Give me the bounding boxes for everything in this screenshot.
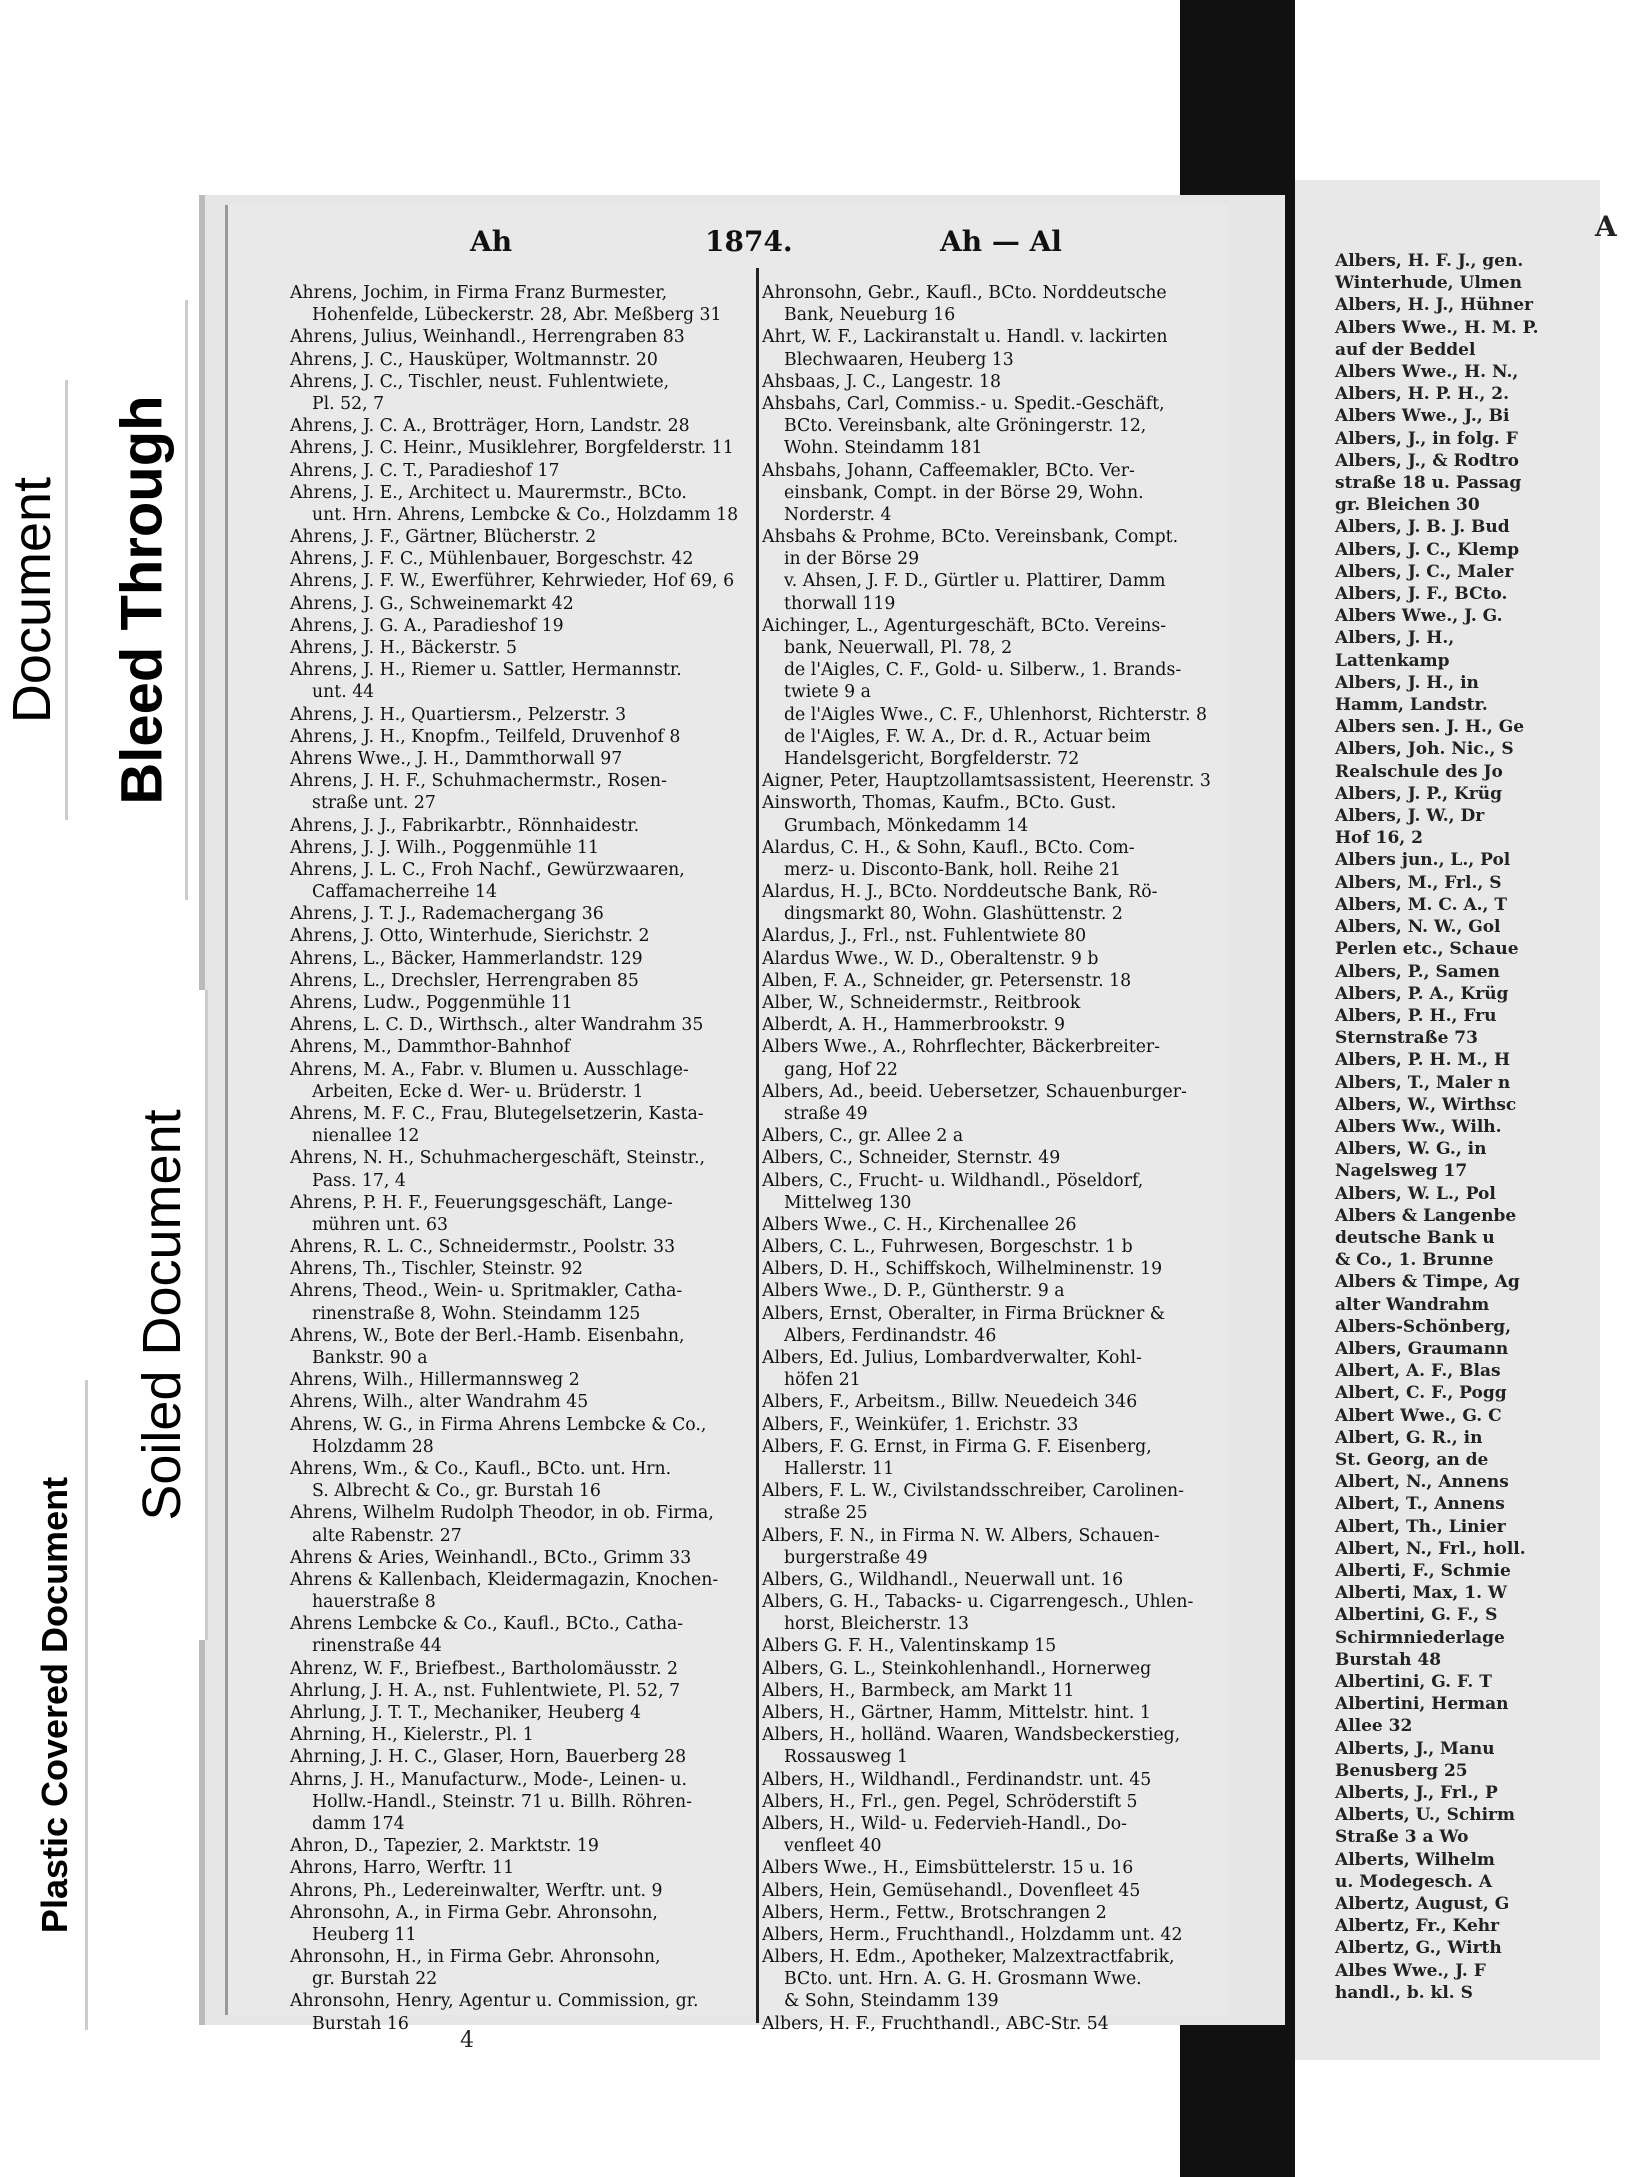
right-entry: Albers, F. G. Ernst, in Firma G. F. Eisenberg, <box>762 1436 1152 1457</box>
left-entry: Ahrens, W., Bote der Berl.-Hamb. Eisenbahn, <box>290 1325 685 1346</box>
left-entry: Ahronsohn, A., in Firma Gebr. Ahronsohn, <box>290 1902 658 1923</box>
left-entry: Ahrens, L., Drechsler, Herrengraben 85 <box>290 970 639 991</box>
right-entry: Albers, H., holländ. Waaren, Wandsbeckerstieg, <box>762 1725 1181 1746</box>
left-entry: Ahrens, N. H., Schuhmachergeschäft, Steinstr., <box>290 1148 705 1169</box>
right-entry: Bank, Neueburg 16 <box>784 305 956 326</box>
left-entry: Heuberg 11 <box>312 1924 417 1945</box>
right-entry: Norderstr. 4 <box>784 504 892 525</box>
right-entry: in der Börse 29 <box>784 549 920 570</box>
adjacent-entry: Albers, J. W., Dr <box>1335 806 1485 827</box>
adjacent-page-header: A <box>1595 210 1617 243</box>
right-entry: Albers, H., Barmbeck, am Markt 11 <box>762 1680 1075 1701</box>
left-entry: Ahrens Wwe., J. H., Dammthorwall 97 <box>290 748 623 769</box>
right-entry: Albers, F., Arbeitsm., Billw. Neuedeich 346 <box>762 1392 1138 1413</box>
left-entry: Ahrning, J. H. C., Glaser, Horn, Bauerberg 28 <box>290 1747 687 1768</box>
right-entry: Hallerstr. 11 <box>784 1458 895 1479</box>
right-entry: twiete 9 a <box>784 682 871 703</box>
right-entry: merz- u. Disconto-Bank, holl. Reihe 21 <box>784 859 1121 880</box>
adjacent-entry: Albers, W. L., Pol <box>1335 1183 1496 1204</box>
adjacent-entry: Albertini, G. F., S <box>1335 1605 1498 1626</box>
left-entry: Ahrens, Wilh., alter Wandrahm 45 <box>290 1392 589 1413</box>
left-entry: nienallee 12 <box>312 1126 420 1147</box>
left-entry: Ahrens, J. L. C., Froh Nachf., Gewürzwaaren, <box>290 859 685 880</box>
left-entry: Ahrens, Wm., & Co., Kaufl., BCto. unt. Hrn. <box>290 1458 672 1479</box>
adjacent-entry: Albert, G. R., in <box>1335 1427 1483 1448</box>
left-entry: Pl. 52, 7 <box>312 393 385 414</box>
right-entry: thorwall 119 <box>784 593 896 614</box>
right-column <box>762 282 1282 2035</box>
adjacent-entry: Albers-Schönberg, <box>1335 1316 1512 1337</box>
adjacent-entry: Benusberg 25 <box>1335 1760 1468 1781</box>
left-entry: Ahrens, J. F. W., Ewerführer, Kehrwieder, Hof 69, 6 <box>290 571 735 592</box>
right-entry: & Sohn, Steindamm 139 <box>784 1991 999 2012</box>
left-entry: Ahrens, J. J., Fabrikarbtr., Rönnhaidestr. <box>290 815 640 836</box>
left-entry: Ahrens, J. E., Architect u. Maurermstr., BCto. <box>290 482 687 503</box>
adjacent-entry: Albertz, Fr., Kehr <box>1335 1916 1500 1937</box>
left-entry: Ahrens, J. J. Wilh., Poggenmühle 11 <box>290 837 600 858</box>
left-entry: Ahronsohn, Henry, Agentur u. Commission, gr. <box>290 1991 699 2012</box>
adjacent-entry: Albertini, G. F. T <box>1335 1672 1492 1692</box>
right-entry: Albers, Ernst, Oberalter, in Firma Brückner & <box>762 1303 1166 1324</box>
left-entry: rinenstraße 44 <box>312 1636 442 1657</box>
left-entry: Ahrens & Aries, Weinhandl., BCto., Grimm 33 <box>290 1547 692 1568</box>
right-entry: Albers G. F. H., Valentinskamp 15 <box>762 1636 1057 1657</box>
adjacent-entry: Albers, J. B. J. Bud <box>1335 517 1510 538</box>
left-entry: Holzdamm 28 <box>312 1436 434 1457</box>
adjacent-entry: Albers Wwe., J., Bi <box>1335 406 1510 427</box>
adjacent-page-text <box>1335 250 1635 2004</box>
adjacent-entry: Albers, P. H., Fru <box>1335 1005 1497 1026</box>
left-entry: Ahrons, Ph., Ledereinwalter, Werftr. unt. 9 <box>290 1880 663 1901</box>
left-entry: Ahrens, L., Bäcker, Hammerlandstr. 129 <box>290 948 643 969</box>
adjacent-entry: straße 18 u. Passag <box>1335 473 1522 494</box>
bleed-through-label: Bleed Through <box>109 395 175 805</box>
adjacent-entry: Albertini, Herman <box>1335 1694 1509 1715</box>
right-entry: v. Ahsen, J. F. D., Gürtler u. Plattirer, Damm <box>784 571 1166 592</box>
right-entry: straße 49 <box>784 1103 868 1124</box>
right-entry: de l'Aigles Wwe., C. F., Uhlenhorst, Richterstr. 8 <box>784 704 1207 725</box>
right-entry: Handelsgericht, Borgfelderstr. 72 <box>784 748 1080 769</box>
right-entry: Albers Wwe., C. H., Kirchenallee 26 <box>762 1214 1077 1235</box>
adjacent-entry: Alberts, Wilhelm <box>1335 1849 1495 1870</box>
right-entry: Ahronsohn, Gebr., Kaufl., BCto. Norddeutsche <box>762 283 1167 303</box>
right-entry: Albers, Ferdinandstr. 46 <box>784 1325 997 1346</box>
plastic-covered-label: Plastic Covered Document <box>34 1476 75 1934</box>
right-entry: Albers, F. N., in Firma N. W. Albers, Schauen- <box>762 1525 1160 1546</box>
left-entry: damm 174 <box>312 1813 405 1834</box>
left-entry: Ahrens, J. F., Gärtner, Blücherstr. 2 <box>290 527 597 548</box>
adjacent-entry: Schirmniederlage <box>1335 1627 1505 1648</box>
left-entry: S. Albrecht & Co., gr. Burstah 16 <box>312 1481 601 1502</box>
left-entry: hauerstraße 8 <box>312 1592 436 1613</box>
left-entry: Ahrlung, J. H. A., nst. Fuhlentwiete, Pl. 52, 7 <box>290 1680 681 1701</box>
right-entry: Albers, H. Edm., Apotheker, Malzextractfabrik, <box>762 1947 1175 1968</box>
right-entry: Albers, C., Frucht- u. Wildhandl., Pöseldorf, <box>762 1170 1144 1191</box>
left-entry: Ahrens, Wilh., Hillermannsweg 2 <box>290 1370 580 1391</box>
adjacent-entry: Winterhude, Ulmen <box>1335 273 1522 294</box>
left-entry: Ahrens, Ludw., Poggenmühle 11 <box>290 993 573 1013</box>
left-entry: Hohenfelde, Lübeckerstr. 28, Abr. Meßberg 31 <box>312 305 722 326</box>
left-entry: Ahrens, J. C. A., Brotträger, Horn, Landstr. 28 <box>290 416 690 437</box>
header-left: Ah <box>470 225 513 258</box>
right-entry: Grumbach, Mönkedamm 14 <box>784 815 1029 836</box>
left-entry: Ahrenz, W. F., Briefbest., Bartholomäusstr. 2 <box>290 1658 679 1679</box>
adjacent-entry: Alberts, J., Frl., P <box>1335 1783 1498 1804</box>
adjacent-entry: Albers, J. F., BCto. <box>1335 584 1508 605</box>
left-entry: Ahrens, W. G., in Firma Ahrens Lembcke & Co., <box>290 1414 707 1435</box>
adjacent-entry: Albers Wwe., J. G. <box>1335 606 1503 627</box>
right-entry: venfleet 40 <box>784 1836 882 1857</box>
left-entry: Ahrons, Harro, Werftr. 11 <box>290 1858 515 1879</box>
adjacent-entry: deutsche Bank u <box>1335 1227 1495 1248</box>
adjacent-entry: Albert, N., Annens <box>1335 1472 1509 1493</box>
right-entry: Albers, Herm., Fruchthandl., Holzdamm unt. 42 <box>762 1924 1183 1945</box>
right-entry: Mittelweg 130 <box>784 1192 912 1213</box>
right-entry: Alben, F. A., Schneider, gr. Petersenstr. 18 <box>762 970 1132 991</box>
right-entry: horst, Bleicherstr. 13 <box>784 1614 970 1635</box>
adjacent-entry: Albers, P. H. M., H <box>1335 1050 1511 1071</box>
left-entry: Ahrens, Jochim, in Firma Franz Burmester, <box>290 283 668 303</box>
right-entry: Rossausweg 1 <box>784 1747 909 1768</box>
adjacent-entry: Alberti, F., Schmie <box>1335 1560 1511 1581</box>
left-entry: Ahrens, J. H., Quartiersm., Pelzerstr. 3 <box>290 704 627 725</box>
right-entry: BCto. Vereinsbank, alte Gröningerstr. 12, <box>784 416 1147 437</box>
left-entry: Ahrens, J. G., Schweinemarkt 42 <box>290 593 574 614</box>
adjacent-entry: Albers, J. C., Klemp <box>1335 539 1520 560</box>
left-entry: Ahrens, Julius, Weinhandl., Herrengraben 83 <box>290 327 685 348</box>
right-entry: Aigner, Peter, Hauptzollamtsassistent, Heerenstr. 3 <box>762 771 1211 792</box>
adjacent-entry: Perlen etc., Schaue <box>1335 939 1519 960</box>
right-entry: straße 25 <box>784 1503 868 1524</box>
adjacent-entry: Albert, C. F., Pogg <box>1335 1383 1507 1404</box>
adjacent-entry: Albertz, G., Wirth <box>1335 1938 1502 1959</box>
adjacent-entry: & Co., 1. Brunne <box>1335 1250 1494 1271</box>
adjacent-entry: Albert, N., Frl., holl. <box>1335 1538 1526 1559</box>
right-entry: Albers, C. L., Fuhrwesen, Borgeschstr. 1 b <box>762 1237 1133 1258</box>
right-entry: Albers, C., gr. Allee 2 a <box>762 1126 964 1147</box>
adjacent-entry: handl., b. kl. S <box>1335 1982 1473 2003</box>
column-divider <box>756 268 759 2023</box>
left-entry: Bankstr. 90 a <box>312 1348 428 1368</box>
adjacent-entry: Burstah 48 <box>1335 1649 1442 1670</box>
right-entry: Alber, W., Schneidermstr., Reitbrook <box>762 993 1081 1013</box>
right-entry: Albers, G. H., Tabacks- u. Cigarrengesch., Uhlen- <box>762 1592 1194 1613</box>
right-entry: Albers, D. H., Schiffskoch, Wilhelminenstr. 19 <box>762 1259 1163 1280</box>
adjacent-entry: Nagelsweg 17 <box>1335 1161 1468 1182</box>
page-number: 4 <box>460 2028 474 2053</box>
left-entry: Ahrens, M. F. C., Frau, Blutegelsetzerin, Kasta- <box>290 1103 704 1124</box>
adjacent-entry: alter Wandrahm <box>1335 1294 1490 1315</box>
adjacent-entry: Albers Ww., Wilh. <box>1335 1116 1502 1137</box>
adjacent-page <box>1295 180 1617 2060</box>
right-entry: Albers, G., Wildhandl., Neuerwall unt. 16 <box>762 1569 1124 1590</box>
adjacent-entry: Albers, H. F. J., gen. <box>1335 251 1524 271</box>
adjacent-entry: Albers & Langenbe <box>1335 1205 1517 1226</box>
right-entry: Alberdt, A. H., Hammerbrookstr. 9 <box>762 1015 1065 1036</box>
adjacent-entry: Albert, A. F., Blas <box>1335 1361 1501 1382</box>
adjacent-entry: Albers, H. P. H., 2. <box>1335 384 1509 405</box>
right-entry: Albers, H., Wild- u. Federvieh-Handl., Do- <box>762 1813 1127 1834</box>
left-entry: straße unt. 27 <box>312 793 436 814</box>
adjacent-entry: Albers, W., Wirthsc <box>1335 1094 1517 1115</box>
left-entry: Ahrens, J. C., Hausküper, Woltmannstr. 20 <box>290 349 658 370</box>
right-entry: bank, Neuerwall, Pl. 78, 2 <box>784 638 1013 658</box>
adjacent-entry: u. Modegesch. A <box>1335 1871 1493 1892</box>
left-entry: Ahrens, J. Otto, Winterhude, Sierichstr. 2 <box>290 926 650 947</box>
adjacent-entry: Sternstraße 73 <box>1335 1028 1478 1049</box>
right-entry: de l'Aigles, C. F., Gold- u. Silberw., 1. Brands- <box>784 660 1182 681</box>
left-entry: rinenstraße 8, Wohn. Steindamm 125 <box>312 1303 641 1324</box>
right-entry: dingsmarkt 80, Wohn. Glashüttenstr. 2 <box>784 904 1123 925</box>
left-entry: Ahrens, J. C., Tischler, neust. Fuhlentwiete, <box>290 371 670 392</box>
left-entry: alte Rabenstr. 27 <box>312 1525 462 1546</box>
soiled-document-label: Soiled Document <box>132 1109 192 1521</box>
adjacent-entry: Albers, P. A., Krüg <box>1335 983 1509 1004</box>
right-entry: Ahrt, W. F., Lackiranstalt u. Handl. v. lackirten <box>762 327 1168 348</box>
adjacent-entry: Albers, H. J., Hühner <box>1335 295 1534 316</box>
left-entry: Ahrens, J. H., Riemer u. Sattler, Hermannstr. <box>290 660 682 681</box>
adjacent-entry: Alberts, U., Schirm <box>1335 1805 1515 1826</box>
adjacent-entry: Albers, J., & Rodtro <box>1335 450 1519 471</box>
adjacent-entry: Albers, M., Frl., S <box>1335 872 1502 893</box>
adjacent-entry: Albers, M. C. A., T <box>1335 894 1508 915</box>
adjacent-entry: Albers, Joh. Nic., S <box>1335 739 1514 760</box>
right-entry: de l'Aigles, F. W. A., Dr. d. R., Actuar beim <box>784 726 1151 747</box>
left-entry: Ahrens, Theod., Wein- u. Spritmakler, Catha- <box>290 1281 683 1302</box>
header-right: Ah — Al <box>940 225 1062 258</box>
adjacent-entry: Albers Wwe., H. N., <box>1335 362 1519 383</box>
right-entry: Albers, Ed. Julius, Lombardverwalter, Kohl- <box>762 1348 1142 1368</box>
adjacent-entry: Albers, J. C., Maler <box>1335 561 1514 582</box>
adjacent-entry: Albers, J. H., <box>1335 628 1455 649</box>
right-entry: Albers Wwe., A., Rohrflechter, Bäckerbreiter- <box>762 1037 1161 1058</box>
left-entry: Arbeiten, Ecke d. Wer- u. Brüderstr. 1 <box>312 1081 644 1102</box>
adjacent-entry: Albers, N. W., Gol <box>1335 917 1501 938</box>
right-entry: Albers, H. F., Fruchthandl., ABC-Str. 54 <box>762 2013 1109 2034</box>
adjacent-entry: Albers, W. G., in <box>1335 1139 1487 1160</box>
left-entry: Ahrens, J. C. Heinr., Musiklehrer, Borgfelderstr. 11 <box>290 438 734 459</box>
left-entry: Ahrens, J. C. T., Paradieshof 17 <box>290 460 560 481</box>
adjacent-entry: Hof 16, 2 <box>1335 828 1423 849</box>
header-year: 1874. <box>705 225 793 258</box>
left-entry: Ahrens, J. H., Knopfm., Teilfeld, Druvenhof 8 <box>290 726 681 747</box>
right-entry: Wohn. Steindamm 181 <box>784 438 983 459</box>
adjacent-entry: Straße 3 a Wo <box>1335 1827 1469 1848</box>
right-entry: Ahsbahs & Prohme, BCto. Vereinsbank, Compt. <box>762 527 1179 548</box>
left-entry: Hollw.-Handl., Steinstr. 71 u. Billh. Röhren- <box>312 1791 692 1812</box>
adjacent-entry: Alberti, Max, 1. W <box>1335 1583 1508 1604</box>
right-entry: höfen 21 <box>784 1370 861 1391</box>
adjacent-entry: Albers jun., L., Pol <box>1335 850 1511 871</box>
right-entry: gang, Hof 22 <box>784 1059 898 1080</box>
left-entry: Ahrens, P. H. F., Feuerungsgeschäft, Lange- <box>290 1192 673 1213</box>
adjacent-entry: Albers, J. P., Krüg <box>1335 783 1502 804</box>
right-entry: Albers, G. L., Steinkohlenhandl., Hornerweg <box>762 1658 1152 1679</box>
adjacent-entry: Albers, J., in folg. F <box>1335 428 1518 449</box>
left-entry: Ahronsohn, H., in Firma Gebr. Ahronsohn, <box>290 1947 661 1968</box>
adjacent-entry: Albert, T., Annens <box>1335 1494 1505 1515</box>
right-entry: Albers, F. L. W., Civilstandsschreiber, Carolinen- <box>762 1481 1185 1502</box>
left-entry: Ahrens, J. H., Bäckerstr. 5 <box>290 638 518 658</box>
left-entry: Ahron, D., Tapezier, 2. Marktstr. 19 <box>290 1836 599 1857</box>
adjacent-entry: Albes Wwe., J. F <box>1335 1960 1486 1981</box>
left-entry: gr. Burstah 22 <box>312 1969 438 1990</box>
right-entry: Albers, Ad., beeid. Uebersetzer, Schauenburger- <box>762 1081 1187 1102</box>
right-entry: Albers Wwe., D. P., Güntherstr. 9 a <box>762 1281 1065 1302</box>
adjacent-entry: Albers, P., Samen <box>1335 961 1500 982</box>
right-entry: Alardus Wwe., W. D., Oberaltenstr. 9 b <box>762 948 1099 969</box>
left-entry: Ahrens, Th., Tischler, Steinstr. 92 <box>290 1259 583 1280</box>
left-entry: Ahrens, M., Dammthor-Bahnhof <box>290 1037 570 1058</box>
document-tab <box>0 380 68 820</box>
right-entry: Alardus, J., Frl., nst. Fuhlentwiete 80 <box>762 926 1087 947</box>
right-entry: Albers Wwe., H., Eimsbüttelerstr. 15 u. 16 <box>762 1858 1134 1879</box>
adjacent-entry: auf der Beddel <box>1335 339 1476 360</box>
left-entry: mühren unt. 63 <box>312 1214 448 1235</box>
adjacent-entry: gr. Bleichen 30 <box>1335 495 1480 516</box>
left-entry: Ahrens, M. A., Fabr. v. Blumen u. Ausschlage- <box>290 1059 689 1080</box>
left-entry: unt. 44 <box>312 682 375 703</box>
left-entry: Burstah 16 <box>312 2013 409 2034</box>
adjacent-entry: St. Georg, an de <box>1335 1449 1489 1470</box>
adjacent-entry: Albert, Th., Linier <box>1335 1516 1506 1537</box>
adjacent-entry: Alberts, J., Manu <box>1335 1738 1495 1759</box>
bleed-through-tab <box>100 300 188 900</box>
right-entry: Alardus, H. J., BCto. Norddeutsche Bank, Rö- <box>762 882 1158 903</box>
right-entry: Albers, C., Schneider, Sternstr. 49 <box>762 1148 1061 1169</box>
right-entry: Albers, H., Frl., gen. Pegel, Schröderstift 5 <box>762 1791 1138 1812</box>
left-entry: Ahrens Lembcke & Co., Kaufl., BCto., Catha- <box>290 1614 684 1635</box>
document-label: Document <box>2 476 62 724</box>
right-entry: Albers, F., Weinküfer, 1. Erichstr. 33 <box>762 1414 1079 1435</box>
right-entry: Ahsbahs, Johann, Caffeemakler, BCto. Ver- <box>762 460 1135 481</box>
right-entry: Albers, H., Gärtner, Hamm, Mittelstr. hint. 1 <box>762 1703 1151 1723</box>
left-entry: Ahrning, H., Kielerstr., Pl. 1 <box>290 1725 534 1746</box>
adjacent-entry: Albers, Graumann <box>1335 1338 1509 1359</box>
left-entry: unt. Hrn. Ahrens, Lembcke & Co., Holzdamm 18 <box>312 504 739 525</box>
left-entry: Ahrens, Wilhelm Rudolph Theodor, in ob. Firma, <box>290 1503 714 1524</box>
left-entry: Ahrens, R. L. C., Schneidermstr., Poolstr. 33 <box>290 1237 676 1258</box>
right-entry: Blechwaaren, Heuberg 13 <box>784 349 1014 370</box>
adjacent-entry: Albers sen. J. H., Ge <box>1335 717 1525 738</box>
adjacent-entry: Albers, J. H., in <box>1335 672 1479 693</box>
right-entry: Ainsworth, Thomas, Kaufm., BCto. Gust. <box>762 793 1117 814</box>
adjacent-entry: Hamm, Landstr. <box>1335 695 1488 716</box>
adjacent-entry: Albers, T., Maler n <box>1335 1072 1511 1093</box>
adjacent-entry: Realschule des Jo <box>1335 761 1503 782</box>
right-entry: Ahsbaas, J. C., Langestr. 18 <box>762 371 1002 392</box>
right-entry: Albers, Herm., Fettw., Brotschrangen 2 <box>762 1902 1107 1923</box>
left-entry: Ahrns, J. H., Manufacturw., Mode-, Leinen- u. <box>290 1769 688 1790</box>
left-entry: Ahrens & Kallenbach, Kleidermagazin, Knochen- <box>290 1569 719 1590</box>
left-entry: Ahrlung, J. T. T., Mechaniker, Heuberg 4 <box>290 1703 641 1723</box>
adjacent-entry: Albert Wwe., G. C <box>1335 1405 1502 1426</box>
right-entry: Alardus, C. H., & Sohn, Kaufl., BCto. Com- <box>762 837 1135 858</box>
left-entry: Ahrens, J. T. J., Rademachergang 36 <box>290 904 604 925</box>
plastic-covered-tab <box>25 1380 88 2030</box>
right-entry: Ahsbahs, Carl, Commiss.- u. Spedit.-Geschäft, <box>762 393 1165 414</box>
right-entry: BCto. unt. Hrn. A. G. H. Grosmann Wwe. <box>784 1969 1142 1990</box>
right-entry: burgerstraße 49 <box>784 1547 928 1568</box>
right-entry: Albers, Hein, Gemüsehandl., Dovenfleet 45 <box>762 1880 1141 1901</box>
soiled-document-tab <box>120 990 208 1640</box>
left-entry: Ahrens, J. F. C., Mühlenbauer, Borgeschstr. 42 <box>290 549 694 570</box>
adjacent-entry: Albers & Timpe, Ag <box>1335 1272 1520 1293</box>
right-entry: Aichinger, L., Agenturgeschäft, BCto. Vereins- <box>762 615 1167 636</box>
adjacent-entry: Allee 32 <box>1335 1716 1413 1737</box>
adjacent-entry: Lattenkamp <box>1335 650 1450 671</box>
right-entry: Albers, H., Wildhandl., Ferdinandstr. unt. 45 <box>762 1769 1152 1790</box>
left-entry: Pass. 17, 4 <box>312 1170 406 1191</box>
adjacent-entry: Albertz, August, G <box>1335 1894 1510 1915</box>
left-entry: Ahrens, L. C. D., Wirthsch., alter Wandrahm 35 <box>290 1015 704 1036</box>
left-entry: Caffamacherreihe 14 <box>312 882 497 903</box>
left-entry: Ahrens, J. H. F., Schuhmachermstr., Rosen- <box>290 771 667 792</box>
adjacent-entry: Albers Wwe., H. M. P. <box>1335 317 1539 338</box>
right-entry: einsbank, Compt. in der Börse 29, Wohn. <box>784 482 1144 503</box>
left-column <box>290 282 810 2035</box>
left-entry: Ahrens, J. G. A., Paradieshof 19 <box>290 615 564 636</box>
